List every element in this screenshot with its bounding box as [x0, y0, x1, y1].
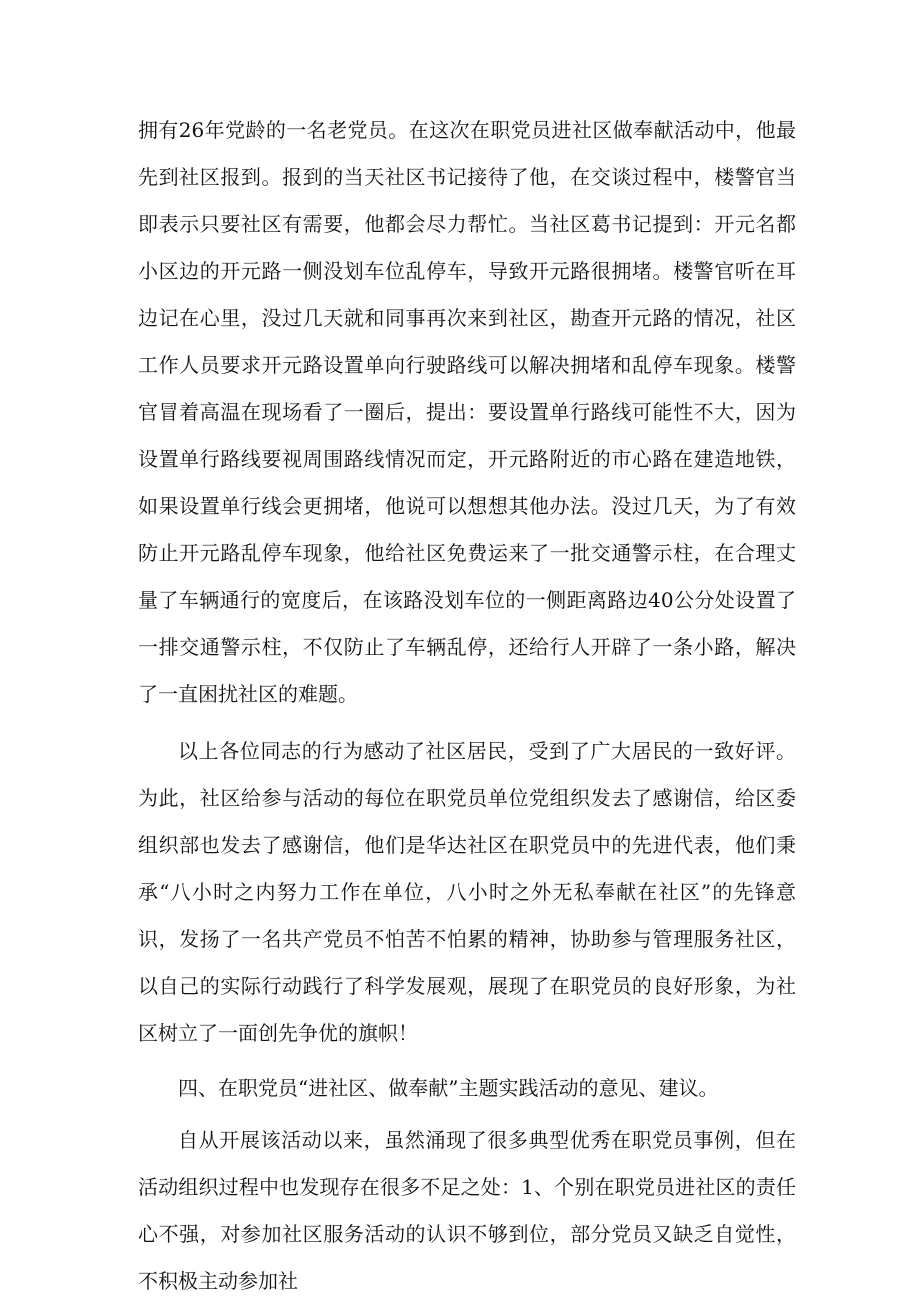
section-heading-suggestions: 四、在职党员“进社区、做奉献”主题实践活动的意见、建议。: [178, 1076, 719, 1100]
paragraph-shortcomings: 自从开展该活动以来，虽然涌现了很多典型优秀在职党员事例，但在活动组织过程中也发现存在很多不足之处：1、个别在职党员进社区的责任心不强，对参加社区服务活动的认识不够到位，部分党员又缺乏自觉性，不积极主动参加社: [138, 1128, 796, 1293]
paragraph-police-officer-story: 拥有26年党龄的一名老党员。在这次在职党员进社区做奉献活动中，他最先到社区报到。报到的当天社区书记接待了他，在交谈过程中，楼警官当即表示只要社区有需要，他都会尽力帮忙。当社区葛书记提到：开元名都小区边的开元路一侧没划车位乱停车，导致开元路很拥堵。楼警官听在耳边记在心里，没过几天就和同事再次来到社区，勘查开元路的情况，社区工作人员要求开元路设置单向行驶路线可以解决拥堵和乱停车现象。楼警官冒着高温在现场看了一圈后，提出：要设置单行路线可能性不大，因为设置单行路线要视周围路线情况而定，开元路附近的市心路在建造地铁，如果设置单行线会更拥堵，他说可以想想其他办法。没过几天，为了有效防止开元路乱停车现象，他给社区免费运来了一批交通警示柱，在合理丈量了车辆通行的宽度后，在该路没划车位的一侧距离路边40公分处设置了一排交通警示柱，不仅防止了车辆乱停，还给行人开辟了一条小路，解决了一直困扰社区的难题。: [138, 118, 796, 706]
document-body: [138, 107, 796, 1305]
paragraph-community-praise: 以上各位同志的行为感动了社区居民，受到了广大居民的一致好评。为此，社区给参与活动的每位在职党员单位党组织发去了感谢信，给区委组织部也发去了感谢信，他们是华达社区在职党员中的先进代表，他们秉承“八小时之内努力工作在单位，八小时之外无私奉献在社区”的先锋意识，发扬了一名共产党员不怕苦不怕累的精神，协助参与管理服务社区，以自己的实际行动践行了科学发展观，展现了在职党员的良好形象，为社区树立了一面创先争优的旗帜！: [138, 739, 796, 1045]
